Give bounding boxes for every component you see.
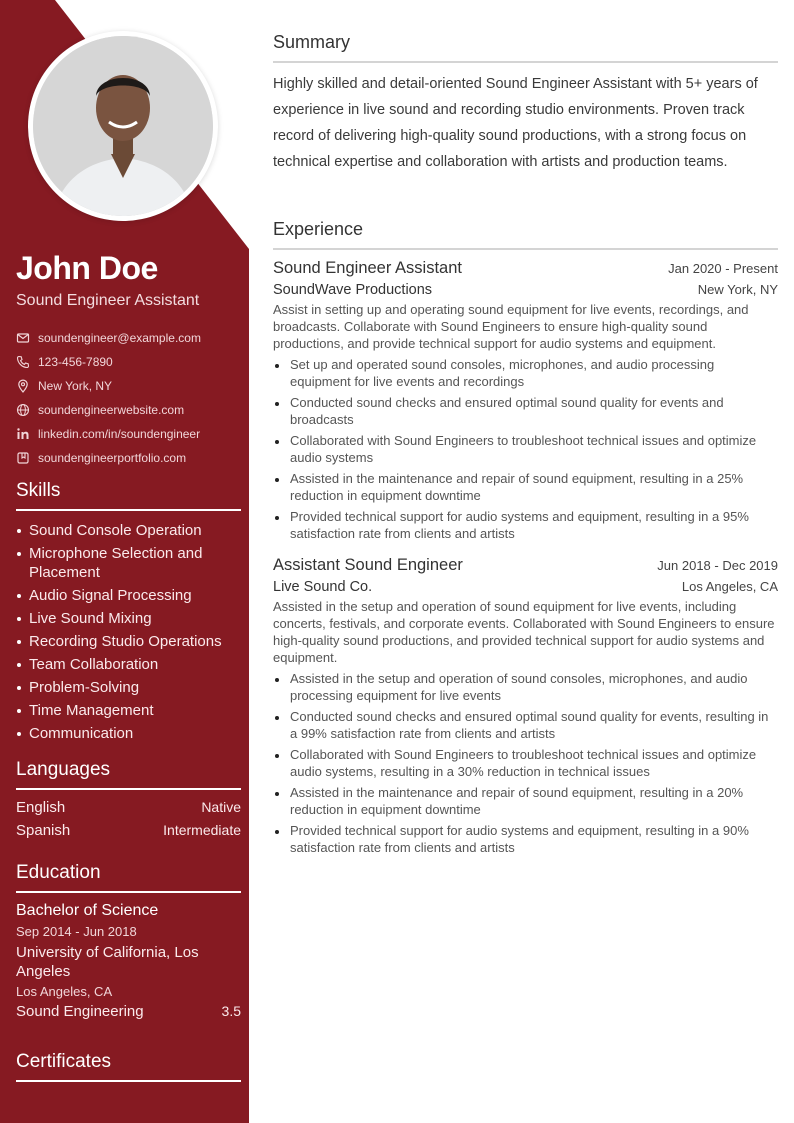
summary-section: [273, 32, 778, 175]
language-name: Spanish: [16, 822, 71, 839]
skills-section: [16, 480, 241, 747]
job-bullet: Provided technical support for audio systems and equipment, resulting in a 90% satisfaction rate from clients and artists: [273, 822, 778, 856]
skill-item: Problem-Solving: [16, 678, 241, 697]
experience-heading: Experience: [273, 219, 778, 250]
languages-section: [16, 759, 241, 845]
contact-text: soundengineerwebsite.com: [38, 403, 185, 417]
contact-text: soundengineer@example.com: [38, 331, 201, 345]
skill-item: Microphone Selection and Placement: [16, 544, 241, 582]
job-bullet: Set up and operated sound consoles, microphones, and audio processing equipment for live events and recordings: [273, 356, 778, 390]
education-gpa: 3.5: [221, 1003, 241, 1019]
job-entry: [273, 556, 778, 856]
job-title: Assistant Sound Engineer: [273, 556, 463, 574]
education-field: Sound Engineering: [16, 1003, 144, 1020]
job-bullet: Collaborated with Sound Engineers to troubleshoot technical issues and optimize audio systems: [273, 432, 778, 466]
job-bullet: Assisted in the setup and operation of sound consoles, microphones, and audio processing equipment for live events: [273, 670, 778, 704]
languages-heading: Languages: [16, 759, 241, 790]
portfolio-icon: [16, 451, 30, 465]
language-row: [16, 822, 241, 845]
skill-item: Recording Studio Operations: [16, 632, 241, 651]
job-dates: Jun 2018 - Dec 2019: [657, 558, 778, 573]
job-bullet: Provided technical support for audio systems and equipment, resulting in a 95% satisfaction rate from clients and artists: [273, 508, 778, 542]
phone-icon: [16, 355, 30, 369]
summary-heading: Summary: [273, 32, 778, 63]
contact-location: [16, 374, 241, 398]
job-bullet: Conducted sound checks and ensured optimal sound quality for events and broadcasts: [273, 394, 778, 428]
education-field-row: [16, 1003, 241, 1026]
contact-list: [16, 326, 241, 470]
skill-item: Time Management: [16, 701, 241, 720]
contact-website[interactable]: [16, 398, 241, 422]
skills-list: [16, 521, 241, 743]
job-title: Sound Engineer Assistant: [273, 259, 462, 277]
job-location: New York, NY: [697, 282, 778, 297]
contact-text: 123-456-7890: [38, 355, 113, 369]
job-bullet: Collaborated with Sound Engineers to troubleshoot technical issues and optimize audio systems, resulting in a 30% reduction in technical issues: [273, 746, 778, 780]
skill-item: Audio Signal Processing: [16, 586, 241, 605]
education-dates: Sep 2014 - Jun 2018: [16, 924, 137, 939]
skill-item: Team Collaboration: [16, 655, 241, 674]
profile-photo-frame: [28, 31, 218, 221]
candidate-name: John Doe: [16, 250, 158, 286]
job-bullets: [273, 356, 778, 542]
contact-phone[interactable]: [16, 350, 241, 374]
education-location: Los Angeles, CA: [16, 984, 113, 999]
job-company: Live Sound Co.: [273, 579, 373, 595]
language-row: [16, 799, 241, 822]
linkedin-icon: [16, 427, 30, 441]
summary-text: Highly skilled and detail-oriented Sound Engineer Assistant with 5+ years of experience in live sound and recording studio environments. Proven track record of delivering high-quality sound productions, with a strong focus on technical expertise and collaboration with artists and production teams.: [273, 76, 758, 170]
language-level: Intermediate: [163, 822, 241, 838]
profile-photo: [33, 36, 213, 216]
job-description: Assisted in the setup and operation of sound equipment for live events, including concerts, festivals, and corporate events. Collaborated with Sound Engineers to ensure high-quality sound productions, and provided technical support for audio systems and equipment.: [273, 599, 775, 665]
contact-email[interactable]: [16, 326, 241, 350]
contact-linkedin[interactable]: [16, 422, 241, 446]
certificates-section: [16, 1051, 241, 1082]
skill-item: Communication: [16, 724, 241, 743]
language-name: English: [16, 799, 66, 816]
job-bullet: Assisted in the maintenance and repair of sound equipment, resulting in a 25% reduction in equipment downtime: [273, 470, 778, 504]
job-bullets: [273, 670, 778, 856]
contact-portfolio[interactable]: [16, 446, 241, 470]
job-entry: [273, 259, 778, 542]
skill-item: Live Sound Mixing: [16, 609, 241, 628]
globe-icon: [16, 403, 30, 417]
education-school: University of California, Los Angeles: [16, 944, 199, 980]
job-bullet: Conducted sound checks and ensured optimal sound quality for events, resulting in a 99% satisfaction rate from clients and artists: [273, 708, 778, 742]
contact-text: New York, NY: [38, 379, 113, 393]
experience-section: [273, 219, 778, 860]
contact-text: soundengineerportfolio.com: [38, 451, 187, 465]
education-heading: Education: [16, 862, 241, 893]
mail-icon: [16, 331, 30, 345]
job-bullet: Assisted in the maintenance and repair of sound equipment, resulting in a 20% reduction in equipment downtime: [273, 784, 778, 818]
job-description: Assist in setting up and operating sound equipment for live events, recordings, and broadcasts. Collaborate with Sound Engineers to ensure high-quality sound productions, and provide technical support for audio systems and equipment.: [273, 302, 749, 351]
education-section: [16, 862, 241, 1026]
contact-text: linkedin.com/in/soundengineer: [38, 427, 201, 441]
skills-heading: Skills: [16, 480, 241, 511]
education-degree: Bachelor of Science: [16, 902, 159, 919]
language-level: Native: [201, 799, 241, 815]
job-location: Los Angeles, CA: [681, 579, 778, 594]
location-pin-icon: [16, 379, 30, 393]
job-dates: Jan 2020 - Present: [668, 261, 778, 276]
skill-item: Sound Console Operation: [16, 521, 241, 540]
candidate-title: Sound Engineer Assistant: [16, 292, 200, 309]
job-company: SoundWave Productions: [273, 282, 433, 298]
certificates-heading: Certificates: [16, 1051, 241, 1082]
